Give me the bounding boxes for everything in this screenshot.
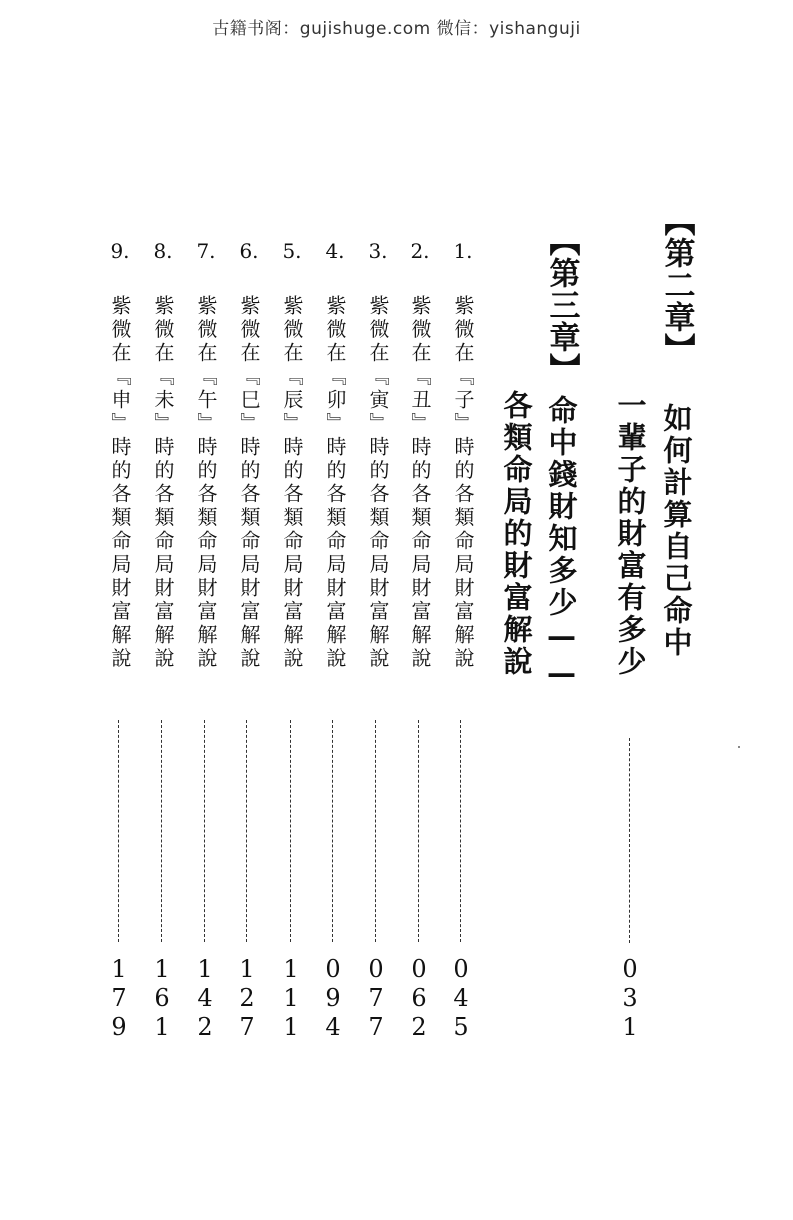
entry-9-leader	[118, 720, 119, 942]
toc-entry-9[interactable]	[90, 205, 150, 1035]
scan-speck	[738, 746, 740, 748]
entry-4-page-number: 0 9 4	[325, 955, 341, 1041]
watermark: 古籍书阁：gujishuge.com 微信：yishanguji	[212, 19, 581, 39]
entry-number: 8.	[153, 239, 173, 263]
entry-title: 紫微在『辰』時的各類命局財富解說	[280, 295, 304, 671]
entry-4-leader	[332, 720, 333, 942]
entry-number: 7.	[196, 239, 216, 263]
chapter2-leader	[629, 738, 630, 943]
entry-1-leader	[460, 720, 461, 942]
entry-3-page-number: 0 7 7	[368, 955, 384, 1041]
entry-title: 紫微在『未』時的各類命局財富解說	[151, 295, 175, 671]
entry-title: 紫微在『卯』時的各類命局財富解說	[323, 295, 347, 671]
chapter3-title-line2-column	[486, 390, 546, 1220]
chapter2-title-line1: 如何計算自己命中	[659, 403, 694, 659]
entry-2-leader	[418, 720, 419, 942]
entry-8-leader	[161, 720, 162, 942]
entry-1-page-number: 0 4 5	[453, 955, 469, 1041]
entry-title: 紫微在『巳』時的各類命局財富解說	[237, 295, 261, 671]
entry-number: 3.	[368, 239, 388, 263]
entry-7-leader	[204, 720, 205, 942]
entry-title: 紫微在『申』時的各類命局財富解說	[108, 295, 132, 671]
entry-number: 6.	[239, 239, 259, 263]
entry-title: 紫微在『子』時的各類命局財富解說	[451, 295, 475, 671]
entry-title: 紫微在『丑』時的各類命局財富解說	[408, 295, 432, 671]
chapter3-title-line2: 各類命局的財富解說	[499, 390, 534, 678]
entry-3-leader	[375, 720, 376, 942]
entry-5-page-number: 1 1 1	[283, 955, 299, 1041]
entry-number: 4.	[325, 239, 345, 263]
chapter3-title-line1: 命中錢財知多少——	[544, 395, 579, 693]
chapter2-title-line2-column	[600, 390, 660, 1220]
entry-5-leader	[290, 720, 291, 942]
chapter2-header: 【第二章】	[658, 205, 695, 365]
entry-6-leader	[246, 720, 247, 942]
entry-6-page-number: 1 2 7	[239, 955, 255, 1041]
entry-number: 1.	[453, 239, 473, 263]
entry-9-page-number: 1 7 9	[111, 955, 127, 1041]
entry-7-page-number: 1 4 2	[197, 955, 213, 1041]
entry-8-page-number: 1 6 1	[154, 955, 170, 1041]
entry-title: 紫微在『寅』時的各類命局財富解說	[366, 295, 390, 671]
entry-2-page-number: 0 6 2	[411, 955, 427, 1041]
entry-title: 紫微在『午』時的各類命局財富解說	[194, 295, 218, 671]
chapter2-page-number: 0 3 1	[622, 955, 638, 1041]
entry-number: 9.	[110, 239, 130, 263]
chapter2-title-line2: 一輩子的財富有多少	[613, 390, 648, 678]
entry-number: 2.	[410, 239, 430, 263]
chapter3-header: 【第三章】	[543, 225, 580, 385]
entry-number: 5.	[282, 239, 302, 263]
